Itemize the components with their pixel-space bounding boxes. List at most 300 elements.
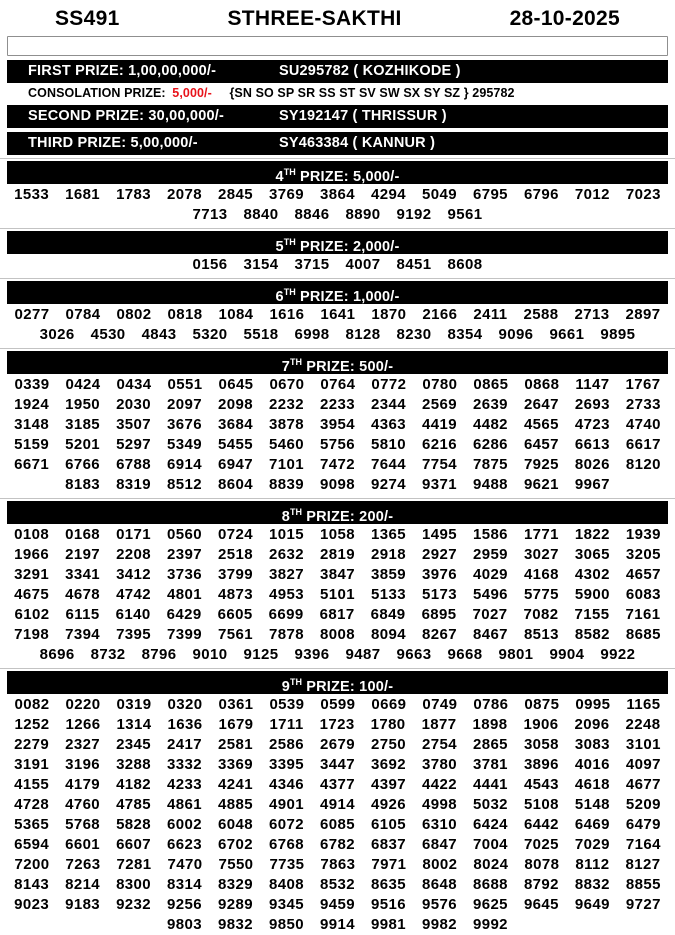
winning-number: 4785: [116, 796, 152, 813]
winning-numbers-row: [0, 715, 675, 735]
winning-number: 4179: [65, 776, 101, 793]
prize-section: [0, 348, 675, 495]
winning-number: 6072: [269, 816, 304, 833]
winning-number: 4998: [421, 796, 457, 813]
winning-number: 3058: [523, 736, 559, 753]
winning-number: 8855: [625, 876, 661, 893]
winning-number: 4182: [116, 776, 152, 793]
winning-number: 6442: [523, 816, 559, 833]
winning-number: 3191: [14, 756, 50, 773]
winning-number: 8319: [116, 476, 152, 493]
winning-number: 2845: [218, 186, 254, 203]
winning-number: 7878: [269, 626, 304, 643]
winning-number: 1711: [269, 716, 304, 733]
winning-number: 7472: [320, 456, 355, 473]
winning-number: 8024: [473, 856, 509, 873]
winning-number: 2713: [574, 306, 610, 323]
winning-number: 9625: [472, 896, 508, 913]
winning-number: 3369: [218, 756, 254, 773]
winning-number: 7399: [167, 626, 203, 643]
winning-number: 1771: [523, 526, 559, 543]
winning-number: 9396: [294, 646, 330, 663]
winning-number: 6594: [14, 836, 50, 853]
winning-number: 8513: [523, 626, 559, 643]
winning-number: 3395: [269, 756, 304, 773]
winning-number: 6286: [472, 436, 508, 453]
winning-number: 4926: [370, 796, 406, 813]
winning-number: 8467: [472, 626, 508, 643]
winning-number: 2586: [269, 736, 304, 753]
winning-number: 8796: [141, 646, 177, 663]
draw-date: 28-10-2025: [509, 7, 620, 30]
winning-number: 4885: [218, 796, 254, 813]
winning-number: 4419: [421, 416, 457, 433]
prize-section-header: 9TH PRIZE: 100/-: [7, 671, 668, 694]
winning-number: 5201: [65, 436, 101, 453]
winning-number: 1084: [218, 306, 254, 323]
winning-number: 1924: [14, 396, 50, 413]
winning-number: 8512: [167, 476, 203, 493]
prize-section-header: 4TH PRIZE: 5,000/-: [7, 161, 668, 184]
winning-number: 0339: [14, 376, 50, 393]
winning-numbers-row: [0, 375, 675, 395]
winning-number: 9274: [370, 476, 406, 493]
winning-number: 2733: [625, 396, 661, 413]
winning-number: 0599: [320, 696, 356, 713]
winning-number: 2233: [320, 396, 355, 413]
winning-number: 4482: [472, 416, 508, 433]
winning-number: 3027: [523, 546, 559, 563]
winning-number: 3026: [39, 326, 75, 343]
winning-number: 7161: [625, 606, 661, 623]
winning-number: 5148: [574, 796, 610, 813]
winning-number: 8532: [320, 876, 355, 893]
winning-number: 9621: [523, 476, 559, 493]
winning-number: 0171: [116, 526, 152, 543]
winning-number: 3154: [243, 256, 279, 273]
winning-number: 6998: [294, 326, 330, 343]
winning-number: 0818: [167, 306, 203, 323]
draw-code: SS491: [55, 7, 120, 30]
winning-number: 4677: [625, 776, 661, 793]
winning-number: 9488: [472, 476, 508, 493]
winning-number: 6817: [319, 606, 355, 623]
winning-number: 6601: [65, 836, 101, 853]
winning-number: 4168: [523, 566, 559, 583]
winning-numbers-row: [0, 565, 675, 585]
winning-number: 5810: [370, 436, 406, 453]
winning-number: 2959: [472, 546, 508, 563]
winning-number: 9982: [421, 916, 457, 933]
winning-number: 4843: [141, 326, 177, 343]
winning-number: 2411: [473, 306, 508, 323]
winning-number: 0995: [575, 696, 611, 713]
winning-number: 5032: [472, 796, 508, 813]
winning-number: 3859: [370, 566, 406, 583]
winning-number: 0551: [167, 376, 203, 393]
winning-number: 1939: [625, 526, 661, 543]
winning-numbers-row: [0, 545, 675, 565]
winning-number: 4728: [14, 796, 50, 813]
winning-number: 2248: [625, 716, 661, 733]
winning-number: 3736: [167, 566, 203, 583]
winning-number: 8608: [447, 256, 483, 273]
winning-number: 1877: [421, 716, 457, 733]
winning-number: 6429: [166, 606, 202, 623]
prize-section: [0, 158, 675, 225]
winning-number: 0560: [167, 526, 203, 543]
winning-numbers-row: [0, 755, 675, 775]
prize-section: [0, 498, 675, 665]
winning-number: 4565: [523, 416, 559, 433]
winning-number: 4760: [65, 796, 101, 813]
winning-number: 0868: [524, 376, 560, 393]
winning-number: 1586: [472, 526, 508, 543]
winning-number: 5133: [370, 586, 406, 603]
winning-number: 7863: [320, 856, 356, 873]
winning-number: 1015: [269, 526, 304, 543]
winning-number: 8267: [421, 626, 457, 643]
winning-number: 8128: [345, 326, 381, 343]
winning-number: 6457: [523, 436, 559, 453]
results-header: [0, 0, 675, 33]
winning-number: 8696: [39, 646, 75, 663]
winning-number: 9992: [472, 916, 508, 933]
winning-number: 9098: [320, 476, 355, 493]
winning-number: 5049: [421, 186, 457, 203]
winning-number: 7394: [65, 626, 101, 643]
winning-number: 9904: [549, 646, 585, 663]
winning-number: 5496: [472, 586, 508, 603]
winning-number: 4657: [625, 566, 661, 583]
winning-number: 8230: [396, 326, 432, 343]
winning-number: 1780: [370, 716, 406, 733]
winning-number: 2897: [625, 306, 661, 323]
winning-numbers-row: [0, 305, 675, 325]
winning-numbers-row: [0, 875, 675, 895]
winning-number: 3896: [523, 756, 559, 773]
winning-number: 2345: [116, 736, 152, 753]
winning-numbers-row: [0, 185, 675, 205]
winning-numbers-row: [0, 695, 675, 715]
winning-numbers-row: [0, 585, 675, 605]
winning-number: 5518: [243, 326, 279, 343]
first-prize-ticket: SU295782 ( KOZHIKODE ): [279, 63, 461, 79]
winning-number: 4302: [574, 566, 610, 583]
winning-number: 4097: [625, 756, 661, 773]
winning-number: 3083: [574, 736, 610, 753]
winning-number: 9801: [498, 646, 534, 663]
winning-number: 9125: [243, 646, 279, 663]
winning-number: 9023: [14, 896, 50, 913]
winning-number: 9645: [523, 896, 559, 913]
winning-number: 7023: [625, 186, 661, 203]
winning-number: 5900: [574, 586, 610, 603]
third-prize-ticket: SY463384 ( KANNUR ): [279, 135, 436, 151]
winning-number: 4801: [167, 586, 203, 603]
winning-number: 0772: [371, 376, 407, 393]
winning-number: 4901: [269, 796, 304, 813]
winning-number: 1822: [574, 526, 610, 543]
winning-number: 6115: [65, 606, 100, 623]
winning-number: 6847: [421, 836, 457, 853]
winning-numbers-row: [0, 895, 675, 915]
winning-number: 2679: [320, 736, 355, 753]
winning-number: 9981: [370, 916, 406, 933]
winning-number: 9459: [320, 896, 355, 913]
winning-number: 2097: [167, 396, 203, 413]
winning-number: 9663: [396, 646, 432, 663]
winning-number: 7200: [14, 856, 50, 873]
winning-number: 8329: [218, 876, 254, 893]
winning-number: 8685: [625, 626, 661, 643]
winning-number: 4740: [625, 416, 661, 433]
winning-number: 8143: [14, 876, 50, 893]
winning-number: 1783: [116, 186, 152, 203]
winning-number: 4233: [167, 776, 203, 793]
winning-number: 9516: [370, 896, 406, 913]
winning-number: 8648: [421, 876, 457, 893]
winning-number: 6613: [574, 436, 610, 453]
winning-number: 7029: [574, 836, 610, 853]
winning-number: 1165: [626, 696, 661, 713]
winning-number: 5775: [523, 586, 559, 603]
winning-number: 4029: [472, 566, 508, 583]
winning-number: 9668: [447, 646, 483, 663]
winning-number: 2918: [370, 546, 406, 563]
winning-number: 9803: [167, 916, 203, 933]
winning-number: 0645: [218, 376, 254, 393]
winning-number: 6105: [370, 816, 406, 833]
winning-number: 3676: [167, 416, 203, 433]
winning-number: 9096: [498, 326, 534, 343]
winning-number: 0764: [320, 376, 356, 393]
winning-number: 0168: [65, 526, 101, 543]
winning-number: 4742: [116, 586, 152, 603]
winning-number: 0108: [14, 526, 50, 543]
winning-number: 0319: [116, 696, 152, 713]
winning-number: 8314: [167, 876, 203, 893]
winning-number: 8890: [345, 206, 381, 223]
winning-number: 9727: [625, 896, 661, 913]
winning-number: 6788: [116, 456, 152, 473]
winning-number: 0361: [218, 696, 254, 713]
winning-number: 3341: [65, 566, 101, 583]
winning-number: 6796: [523, 186, 559, 203]
winning-number: 4016: [574, 756, 610, 773]
winning-number: 2417: [167, 736, 203, 753]
winning-number: 2096: [574, 716, 610, 733]
winning-numbers-row: [0, 795, 675, 815]
winning-number: 9850: [269, 916, 304, 933]
winning-number: 7155: [574, 606, 610, 623]
winning-number: 6895: [421, 606, 457, 623]
winning-number: 8792: [523, 876, 559, 893]
winning-number: 7012: [574, 186, 610, 203]
winning-number: 6310: [421, 816, 457, 833]
winning-number: 0434: [116, 376, 152, 393]
winning-number: 3781: [472, 756, 508, 773]
winning-number: 4861: [167, 796, 203, 813]
winning-number: 6102: [14, 606, 50, 623]
winning-number: 1636: [167, 716, 203, 733]
winning-number: 4155: [14, 776, 50, 793]
winning-number: 6766: [65, 456, 101, 473]
winning-number: 2030: [116, 396, 152, 413]
winning-number: 6914: [167, 456, 203, 473]
winning-number: 8183: [65, 476, 101, 493]
lower-prize-sections: [0, 158, 675, 935]
winning-number: 0786: [473, 696, 509, 713]
first-prize-label: FIRST PRIZE: 1,00,00,000/-: [28, 63, 217, 79]
winning-number: 3954: [320, 416, 355, 433]
winning-number: 0220: [65, 696, 101, 713]
winning-number: 4363: [370, 416, 406, 433]
winning-number: 1641: [320, 306, 356, 323]
winning-number: 7198: [14, 626, 50, 643]
winning-number: 8732: [90, 646, 126, 663]
winning-number: 2098: [218, 396, 254, 413]
winning-number: 6768: [269, 836, 304, 853]
winning-number: 8120: [625, 456, 661, 473]
winning-number: 5365: [14, 816, 50, 833]
winning-number: 7713: [192, 206, 228, 223]
winning-number: 3291: [14, 566, 50, 583]
winning-number: 2865: [472, 736, 508, 753]
winning-number: 5349: [167, 436, 203, 453]
winning-number: 8008: [320, 626, 355, 643]
winning-number: 2754: [421, 736, 457, 753]
prize-section: [0, 278, 675, 345]
winning-number: 3148: [14, 416, 50, 433]
winning-number: 8078: [524, 856, 560, 873]
winning-number: 3185: [65, 416, 101, 433]
winning-number: 8832: [574, 876, 610, 893]
winning-number: 7025: [523, 836, 559, 853]
winning-number: 7027: [472, 606, 508, 623]
winning-number: 6048: [218, 816, 254, 833]
winning-number: 7925: [523, 456, 559, 473]
winning-number: 6083: [625, 586, 661, 603]
prize-section-header: 5TH PRIZE: 2,000/-: [7, 231, 668, 254]
winning-number: 2078: [167, 186, 203, 203]
winning-number: 1950: [65, 396, 101, 413]
winning-numbers-row: [0, 855, 675, 875]
winning-number: 6479: [625, 816, 661, 833]
winning-number: 9192: [396, 206, 432, 223]
winning-number: 7164: [625, 836, 661, 853]
winning-number: 9232: [116, 896, 152, 913]
winning-number: 7263: [65, 856, 101, 873]
winning-number: 8408: [269, 876, 304, 893]
winning-number: 1966: [14, 546, 50, 563]
winning-number: 2588: [523, 306, 559, 323]
winning-number: 6947: [218, 456, 254, 473]
winning-number: 1058: [320, 526, 355, 543]
consolation-prize-line: [0, 83, 675, 103]
winning-number: 9487: [345, 646, 381, 663]
winning-number: 2819: [320, 546, 355, 563]
winning-number: 1906: [523, 716, 559, 733]
winning-number: 8002: [422, 856, 458, 873]
winning-number: 8026: [574, 456, 610, 473]
winning-number: 5828: [116, 816, 152, 833]
winning-number: 2581: [218, 736, 254, 753]
winning-numbers-row: [0, 915, 675, 935]
winning-number: 3769: [269, 186, 304, 203]
winning-number: 6002: [167, 816, 203, 833]
winning-number: 0749: [422, 696, 458, 713]
winning-number: 3878: [269, 416, 304, 433]
winning-number: 0724: [218, 526, 254, 543]
winning-number: 7561: [218, 626, 254, 643]
winning-number: 2279: [14, 736, 50, 753]
empty-notice-bar: [7, 36, 668, 56]
winning-number: 8300: [116, 876, 152, 893]
consolation-label: CONSOLATION PRIZE:: [28, 86, 166, 100]
winning-number: 9561: [447, 206, 483, 223]
winning-numbers-row: [0, 605, 675, 625]
winning-number: 4346: [269, 776, 304, 793]
winning-number: 2232: [269, 396, 304, 413]
winning-number: 4675: [14, 586, 50, 603]
winning-number: 8604: [218, 476, 254, 493]
winning-numbers-row: [0, 415, 675, 435]
winning-number: 9010: [192, 646, 228, 663]
winning-number: 2639: [472, 396, 508, 413]
winning-number: 6795: [472, 186, 508, 203]
winning-number: 9345: [269, 896, 304, 913]
winning-number: 9922: [600, 646, 636, 663]
winning-number: 5101: [320, 586, 355, 603]
winning-number: 1870: [371, 306, 407, 323]
winning-number: 3447: [320, 756, 355, 773]
winning-number: 1767: [625, 376, 661, 393]
winning-number: 1252: [14, 716, 50, 733]
winning-number: 3507: [116, 416, 152, 433]
winning-number: 2927: [421, 546, 457, 563]
winning-number: 4543: [523, 776, 559, 793]
winning-number: 2647: [523, 396, 559, 413]
winning-number: 4953: [269, 586, 304, 603]
winning-number: 6607: [116, 836, 152, 853]
winning-number: 3692: [370, 756, 406, 773]
winning-number: 6837: [370, 836, 406, 853]
winning-numbers-row: [0, 475, 675, 495]
winning-number: 0156: [192, 256, 228, 273]
winning-number: 8840: [243, 206, 279, 223]
winning-number: 3065: [574, 546, 610, 563]
winning-number: 4397: [370, 776, 406, 793]
winning-number: 1723: [319, 716, 355, 733]
winning-number: 4723: [574, 416, 610, 433]
winning-number: 1681: [65, 186, 101, 203]
winning-numbers-row: [0, 255, 675, 275]
winning-number: 4441: [472, 776, 508, 793]
winning-number: 0670: [269, 376, 305, 393]
winning-number: 4618: [574, 776, 610, 793]
winning-number: 5159: [14, 436, 50, 453]
winning-numbers-row: [0, 645, 675, 665]
winning-number: 4294: [370, 186, 406, 203]
winning-number: 2327: [65, 736, 101, 753]
winning-number: 2208: [116, 546, 152, 563]
winning-number: 7101: [269, 456, 304, 473]
winning-numbers-row: [0, 735, 675, 755]
winning-number: 4914: [320, 796, 355, 813]
winning-number: 8112: [575, 856, 610, 873]
winning-number: 2397: [167, 546, 203, 563]
